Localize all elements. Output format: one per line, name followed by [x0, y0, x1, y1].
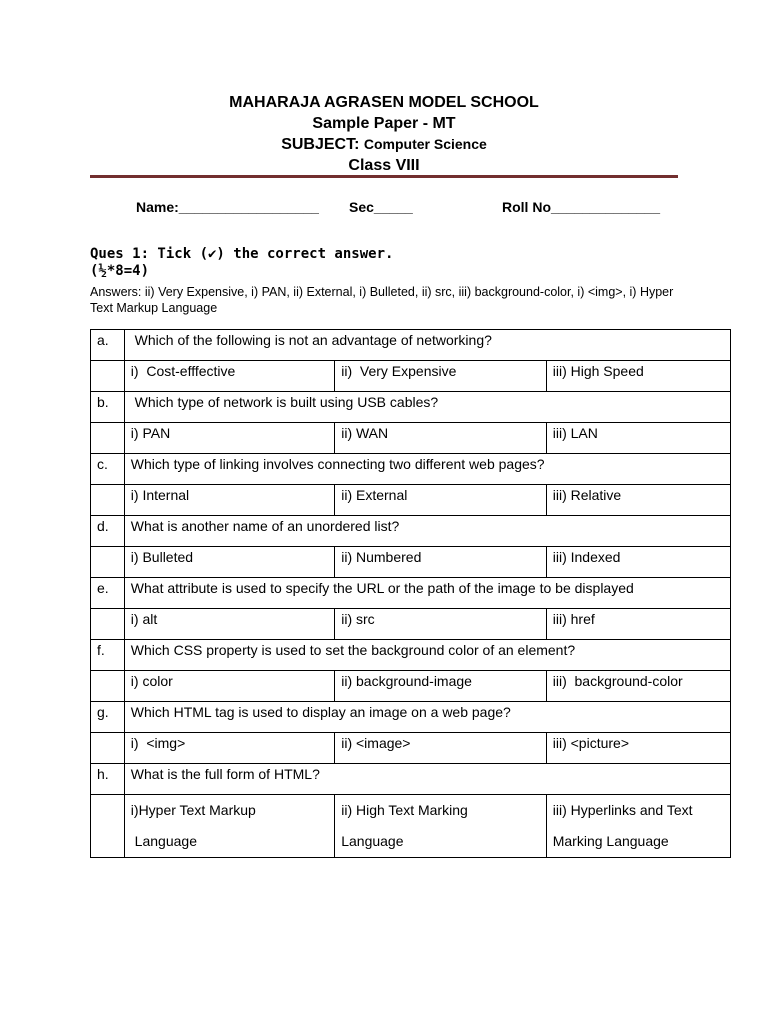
option-line: Language	[130, 833, 197, 849]
class-title: Class VIII	[348, 157, 420, 174]
question-row	[91, 330, 731, 361]
option-line: Language	[341, 833, 404, 849]
question-label: d.	[91, 516, 125, 547]
empty-cell	[91, 795, 125, 858]
empty-cell	[91, 361, 125, 392]
option-cell[interactable]: iii) Relative	[546, 485, 730, 516]
option-cell[interactable]: iii) background-color	[546, 671, 730, 702]
subject-label: SUBJECT:	[281, 136, 360, 153]
question-row	[91, 454, 731, 485]
option-cell[interactable]: i) Internal	[124, 485, 334, 516]
question-text: Which type of linking involves connecting two different web pages?	[124, 454, 730, 485]
options-row	[91, 733, 731, 764]
option-line: ii) High Text Marking	[341, 802, 468, 818]
question-label: a.	[91, 330, 125, 361]
option-cell[interactable]: iii) <picture>	[546, 733, 730, 764]
options-row	[91, 423, 731, 454]
option-cell[interactable]: ii) background-image	[335, 671, 547, 702]
option-cell[interactable]: iii) High Speed	[546, 361, 730, 392]
option-cell[interactable]	[124, 795, 334, 858]
question-text: Which HTML tag is used to display an image on a web page?	[124, 702, 730, 733]
option-cell[interactable]: ii) src	[335, 609, 547, 640]
school-name: MAHARAJA AGRASEN MODEL SCHOOL	[229, 94, 539, 111]
question-text: Which of the following is not an advantage of networking?	[124, 330, 730, 361]
option-cell[interactable]: iii) LAN	[546, 423, 730, 454]
option-cell[interactable]: ii) <image>	[335, 733, 547, 764]
question-row	[91, 640, 731, 671]
header-divider	[90, 175, 678, 178]
option-line: i)Hyper Text Markup	[130, 802, 256, 818]
question-label: g.	[91, 702, 125, 733]
section-field: Sec_____	[349, 199, 413, 215]
question-text: What attribute is used to specify the URL or the path of the image to be displayed	[124, 578, 730, 609]
question-text: What is another name of an unordered list?	[124, 516, 730, 547]
question-title: Ques 1: Tick (✔) the correct answer.	[90, 246, 394, 262]
options-row	[91, 547, 731, 578]
question-row	[91, 702, 731, 733]
paper-title: Sample Paper - MT	[312, 115, 456, 132]
question-table	[90, 329, 731, 858]
empty-cell	[91, 671, 125, 702]
question-marks: (½*8=4)	[90, 263, 150, 279]
empty-cell	[91, 733, 125, 764]
options-row	[91, 671, 731, 702]
empty-cell	[91, 485, 125, 516]
option-cell[interactable]: i) alt	[124, 609, 334, 640]
option-cell[interactable]: ii) Numbered	[335, 547, 547, 578]
option-line: Marking Language	[552, 833, 669, 849]
question-text: Which type of network is built using USB cables?	[124, 392, 730, 423]
option-cell[interactable]: ii) External	[335, 485, 547, 516]
options-row	[91, 361, 731, 392]
question-text: What is the full form of HTML?	[124, 764, 730, 795]
empty-cell	[91, 423, 125, 454]
options-row	[91, 485, 731, 516]
option-cell[interactable]: iii) Indexed	[546, 547, 730, 578]
name-field: Name:__________________	[136, 199, 319, 215]
option-cell[interactable]: i) PAN	[124, 423, 334, 454]
option-cell[interactable]: i) <img>	[124, 733, 334, 764]
question-row	[91, 516, 731, 547]
option-cell[interactable]: i) Cost-efffective	[124, 361, 334, 392]
empty-cell	[91, 609, 125, 640]
option-cell[interactable]: i) Bulleted	[124, 547, 334, 578]
roll-no-field: Roll No______________	[502, 199, 660, 215]
option-cell[interactable]: ii) WAN	[335, 423, 547, 454]
question-text: Which CSS property is used to set the background color of an element?	[124, 640, 730, 671]
empty-cell	[91, 547, 125, 578]
option-cell[interactable]: i) color	[124, 671, 334, 702]
question-row	[91, 392, 731, 423]
subject-line	[0, 136, 768, 154]
option-cell[interactable]	[546, 795, 730, 858]
question-heading	[90, 246, 393, 280]
question-label: b.	[91, 392, 125, 423]
question-row	[91, 764, 731, 795]
question-label: c.	[91, 454, 125, 485]
subject-value: Computer Science	[363, 136, 487, 152]
option-cell[interactable]: ii) Very Expensive	[335, 361, 547, 392]
options-row	[91, 795, 731, 858]
question-label: e.	[91, 578, 125, 609]
answer-key: Answers: ii) Very Expensive, i) PAN, ii) External, i) Bulleted, ii) src, iii) background-color, i) <img>, i) Hyper Text Markup Language	[90, 285, 674, 315]
question-row	[91, 578, 731, 609]
option-cell[interactable]: iii) href	[546, 609, 730, 640]
option-cell[interactable]	[335, 795, 547, 858]
options-row	[91, 609, 731, 640]
option-line: iii) Hyperlinks and Text	[552, 802, 693, 818]
question-label: h.	[91, 764, 125, 795]
question-label: f.	[91, 640, 125, 671]
